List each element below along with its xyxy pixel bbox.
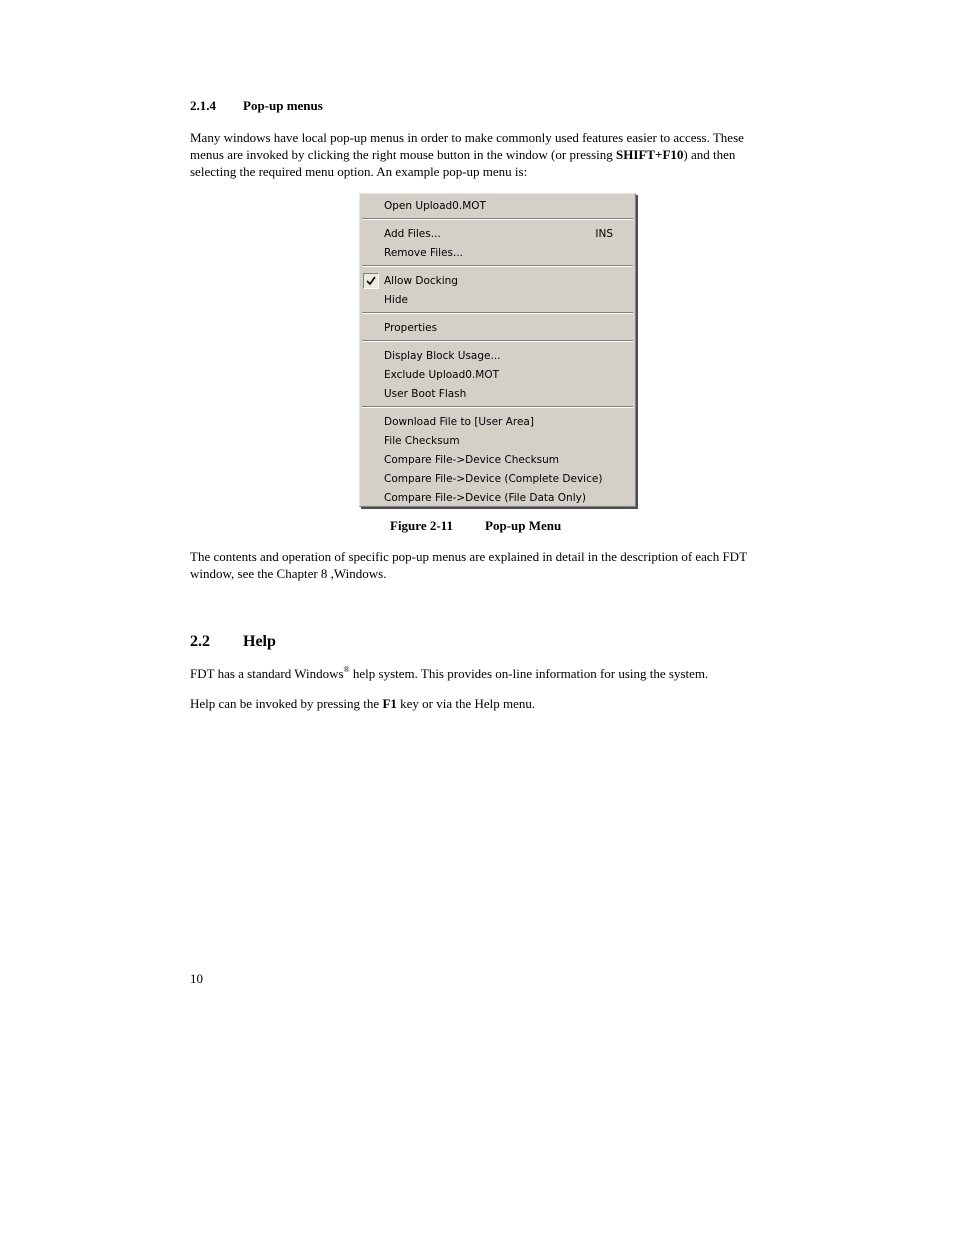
menu-item-label: Open Upload0.MOT [384,200,486,212]
menu-item-label: Add Files... [384,228,441,240]
section-title: Pop-up menus [243,98,323,113]
menu-item-compare-complete-device[interactable] [360,470,635,489]
menu-item-label: Remove Files... [384,247,464,259]
page-number: 10 [190,971,203,986]
figure-number: Figure 2-11 [390,518,453,533]
menu-item-add-files[interactable] [360,225,635,244]
menu-item-label: Download File to [User Area] [384,416,534,428]
menu-item-exclude-upload[interactable] [360,366,635,385]
menu-item-label: Display Block Usage... [384,350,501,362]
f1-key: F1 [382,696,397,711]
menu-item-open-upload[interactable] [360,197,635,216]
help-text-end: help system. This provides on-line information for using the system. [349,666,709,681]
help-paragraph-1 [190,665,765,682]
help-invoke-text-end: key or via the Help menu. [396,696,536,711]
menu-item-label: Allow Docking [384,275,458,287]
menu-item-compare-checksum[interactable] [360,451,635,470]
menu-item-label: Compare File->Device (Complete Device) [384,473,603,485]
menu-item-label: File Checksum [384,435,460,447]
menu-item-display-block-usage[interactable] [360,347,635,366]
menu-separator [362,340,633,342]
menu-item-user-boot-flash[interactable] [360,385,635,404]
shift-f10-key: SHIFT+F10 [616,147,684,162]
menu-item-remove-files[interactable] [360,244,635,263]
intro-text-end: ) and then selecting the required menu option. An example pop-up menu is: [190,147,736,179]
help-text-start: FDT has a standard Windows [190,666,344,681]
menu-item-shortcut: INS [595,228,613,240]
registered-mark: ® [343,665,350,674]
section-heading [190,98,323,114]
menu-item-allow-docking[interactable] [360,272,635,291]
help-section-title: Help [243,633,276,650]
menu-separator [362,218,633,220]
menu-item-label: Compare File->Device (File Data Only) [384,492,586,504]
help-heading [190,633,276,651]
section-number: 2.1.4 [190,98,216,113]
menu-item-label: User Boot Flash [384,388,467,400]
menu-separator [362,312,633,314]
menu-separator [362,406,633,408]
menu-item-compare-file-data-only[interactable] [360,489,635,508]
intro-text-start: Many windows have local pop-up menus in order to make commonly used features easier to access. These menus are invoked by clicking the right mouse button in the window (or pressing [190,130,744,162]
checkmark-icon [363,273,379,289]
figure-caption [390,518,561,534]
help-section-number: 2.2 [190,633,210,650]
menu-item-properties[interactable] [360,319,635,338]
menu-item-label: Hide [384,294,408,306]
help-paragraph-2 [190,695,765,712]
help-invoke-text-start: Help can be invoked by pressing the [190,696,383,711]
menu-item-label: Properties [384,322,438,334]
menu-item-file-checksum[interactable] [360,432,635,451]
menu-separator [362,265,633,267]
popup-menu [359,193,636,507]
menu-item-download-file[interactable] [360,413,635,432]
menu-item-label: Compare File->Device Checksum [384,454,560,466]
contents-paragraph: The contents and operation of specific pop-up menus are explained in detail in the description of each FDT window, see the Chapter 8 ,Windows. [190,549,747,581]
menu-item-hide[interactable] [360,291,635,310]
figure-title: Pop-up Menu [485,518,562,533]
menu-item-label: Exclude Upload0.MOT [384,369,500,381]
intro-paragraph [190,129,765,180]
